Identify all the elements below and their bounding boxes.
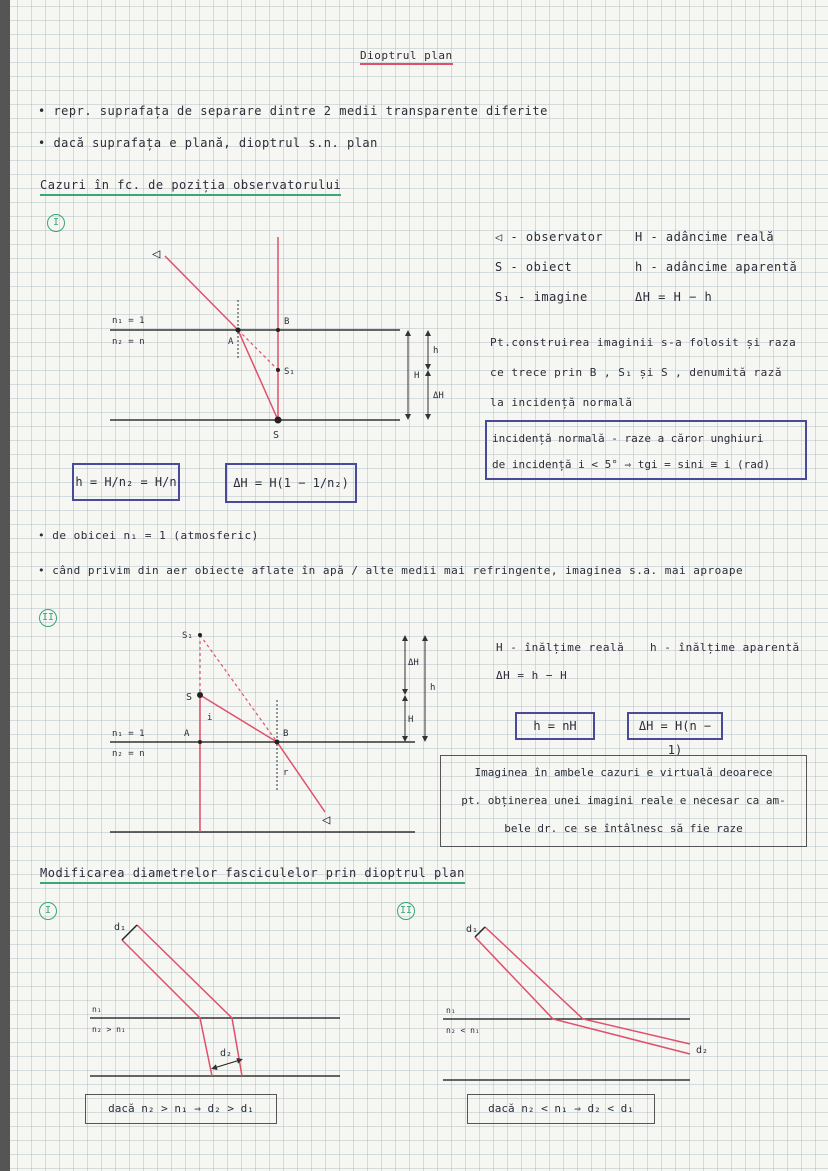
svg-text:n₂ = n: n₂ = n — [112, 749, 145, 759]
conclusion-line: bele dr. ce se întâlnesc să fie raze — [504, 822, 743, 835]
diagram-case2 — [110, 631, 435, 832]
result-box: dacă n₂ > n₁ ⇒ d₂ > d₁ — [85, 1094, 277, 1124]
svg-text:d₁: d₁ — [466, 924, 479, 935]
svg-text:n₂ > n₁: n₂ > n₁ — [92, 1025, 126, 1034]
case-marker: II — [397, 902, 415, 920]
svg-text:H: H — [408, 715, 414, 725]
svg-text:n₁ = 1: n₁ = 1 — [112, 729, 145, 739]
svg-text:S₁: S₁ — [284, 367, 295, 377]
formula-box: ΔH = H(n − 1) — [627, 712, 723, 740]
legend-def: h - adâncime aparentă — [635, 260, 798, 274]
case-marker: I — [47, 214, 65, 232]
svg-text:B: B — [284, 317, 290, 327]
refracted-ray — [165, 256, 278, 420]
section1-heading: Cazuri în fc. de poziția observatorului — [40, 178, 341, 196]
svg-text:h: h — [433, 346, 439, 356]
note-bullet: • de obicei n₁ = 1 (atmosferic) — [38, 529, 259, 542]
paragraph-line: Pt.construirea imaginii s-a folosit și raza — [490, 336, 797, 349]
paragraph-line: ce trece prin B , S₁ și S , denumită rază — [490, 366, 783, 379]
svg-text:d₁: d₁ — [114, 922, 127, 933]
formula-box: ΔH = H(1 − 1/n₂) — [225, 463, 357, 503]
case-marker: II — [39, 609, 57, 627]
svg-text:n₁: n₁ — [446, 1006, 456, 1015]
svg-text:ΔH: ΔH — [408, 658, 419, 668]
svg-text:n₁: n₁ — [92, 1005, 102, 1014]
svg-text:n₁ = 1: n₁ = 1 — [112, 316, 145, 326]
intro-bullet: • repr. suprafața de separare dintre 2 medii transparente diferite — [38, 104, 548, 118]
definition-box — [485, 420, 807, 480]
observer-icon: ◁ — [152, 246, 161, 262]
svg-text:r: r — [283, 768, 289, 778]
svg-text:S: S — [273, 430, 280, 441]
conclusion-box — [440, 755, 807, 847]
conclusion-line: Imaginea în ambele cazuri e virtuală deoarece — [474, 766, 773, 779]
svg-text:S: S — [186, 692, 193, 703]
svg-text:n₂ = n: n₂ = n — [112, 337, 145, 347]
svg-text:h: h — [430, 683, 436, 693]
svg-text:A: A — [184, 729, 190, 739]
formula-box: h = H/n₂ = H/n — [72, 463, 180, 501]
svg-text:A: A — [228, 337, 234, 347]
result-box: dacă n₂ < n₁ ⇒ d₂ < d₁ — [467, 1094, 655, 1124]
paragraph-line: la incidență normală — [490, 396, 633, 409]
page-title: Dioptrul plan — [360, 49, 453, 65]
legend-symbol: S - obiect — [495, 260, 573, 274]
svg-text:i: i — [207, 713, 213, 723]
definition-line: incidență normală - raze a căror unghiuri — [492, 432, 764, 445]
svg-text:H: H — [414, 371, 420, 381]
svg-text:d₂: d₂ — [696, 1045, 709, 1056]
definition: h - înălțime aparentă — [650, 641, 800, 654]
svg-text:ΔH: ΔH — [433, 391, 444, 401]
definition: ΔH = h − H — [496, 669, 568, 682]
legend-symbol: S₁ - imagine — [495, 290, 588, 304]
section2-heading: Modificarea diametrelor fasciculelor prin dioptrul plan — [40, 866, 465, 884]
svg-text:B: B — [283, 729, 289, 739]
conclusion-line: pt. obținerea unei imagini reale e necesar ca am- — [461, 794, 786, 807]
diagram-beam-case2 — [443, 924, 708, 1080]
case-marker: I — [39, 902, 57, 920]
diagram-case1 — [110, 237, 444, 441]
legend-symbol: ◁ - observator — [495, 230, 604, 244]
svg-text:S₁: S₁ — [182, 631, 193, 641]
definition: H - înălțime reală — [496, 641, 625, 654]
note-bullet: • când privim din aer obiecte aflate în apă / alte medii mai refringente, imaginea s.a. mai aproape — [38, 564, 744, 577]
diagram-beam-case1 — [90, 922, 340, 1076]
observer-icon: ◁ — [322, 812, 331, 828]
legend-def: ΔH = H − h — [635, 290, 713, 304]
intro-bullet: • dacă suprafața e plană, dioptrul s.n. plan — [38, 136, 378, 150]
legend-def: H - adâncime reală — [635, 230, 775, 244]
definition-line: de incidență i < 5° ⇒ tgi = sini ≅ i (rad) — [492, 458, 771, 471]
formula-box: h = nH — [515, 712, 595, 740]
svg-text:d₂: d₂ — [220, 1048, 233, 1059]
svg-text:n₂ < n₁: n₂ < n₁ — [446, 1026, 480, 1035]
